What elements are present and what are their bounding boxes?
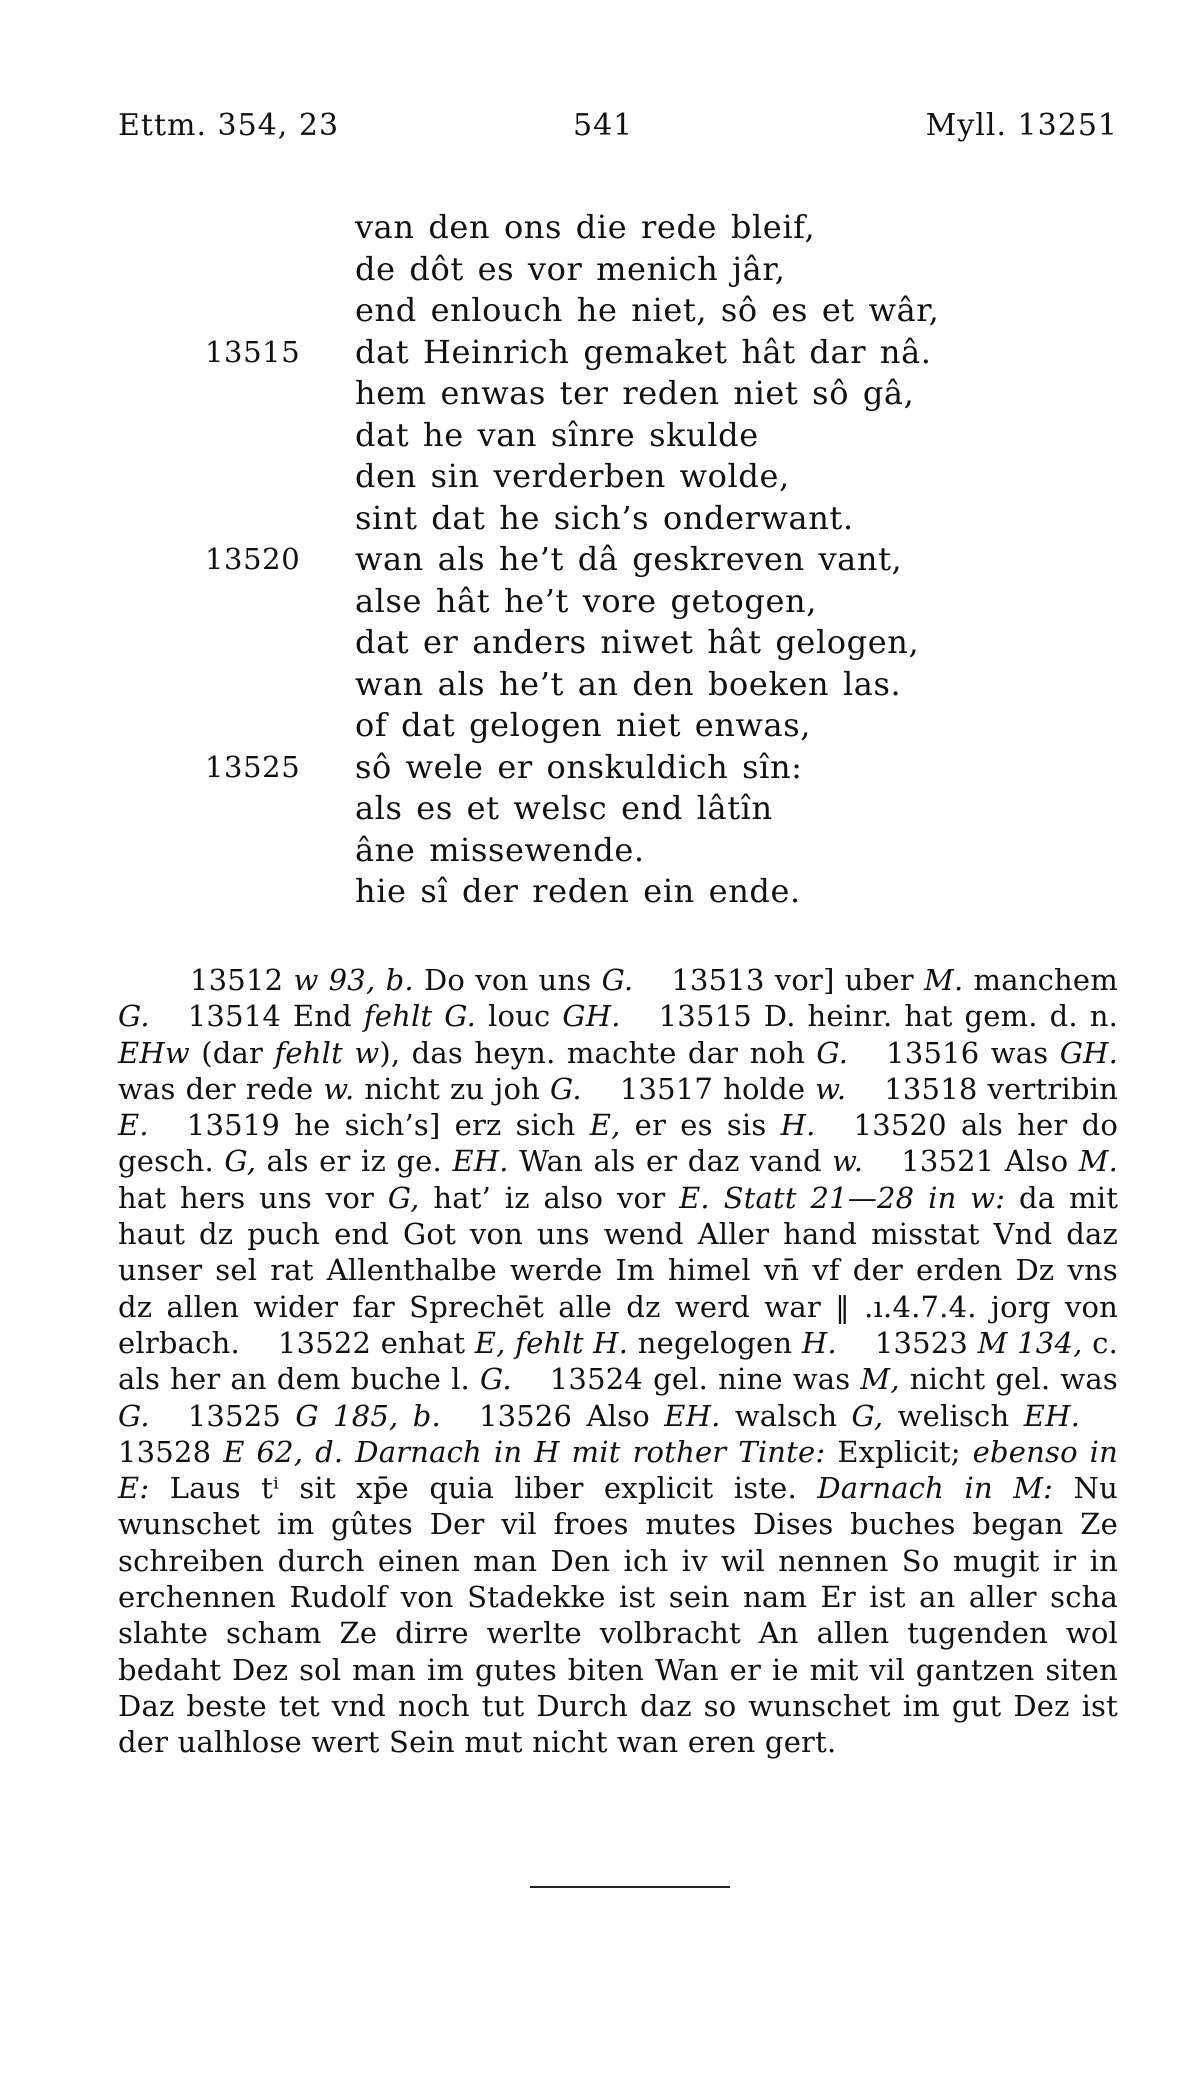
note-text: Do von uns [423,963,592,997]
verse-text: wan als he’t an den boeken las. [355,664,902,703]
note-text: 13513 vor] uber [671,963,914,997]
manuscript-siglum: G, [224,1144,257,1179]
note-text: als er iz ge. [266,1144,442,1179]
verse-line [0,830,1200,872]
manuscript-siglum: G, [851,1398,884,1433]
manuscript-siglum: M, [860,1362,900,1397]
note-text: 13528 [118,1434,212,1469]
verse-text: dat he van sînre skulde [355,415,759,454]
note-text: was der rede [118,1071,314,1106]
note-line-ref: 13512 [190,963,284,997]
manuscript-siglum: G. [550,1071,582,1106]
verse-line [0,415,1200,457]
verse-text: of dat gelogen niet enwas, [355,706,812,744]
manuscript-siglum: GH. [1059,1035,1119,1070]
note-text: 13522 enhat [277,1325,466,1360]
note-text: negelogen [637,1325,793,1360]
verse-line [0,581,1200,623]
note-text: (dar [201,1035,264,1070]
verse-text: âne missewende. [355,830,645,869]
verse-text: de dôt es vor menich jâr, [355,249,786,288]
note-text: manchem [973,963,1118,997]
verse-text: alse hât he’t vore getogen, [355,581,818,620]
note-text: nicht gel. was [909,1362,1119,1397]
verse-text: dat er anders niwet hât gelogen, [355,623,920,661]
verse-text: den sin verderben wolde, [355,457,790,495]
verse-line [0,539,1200,581]
manuscript-siglum: G. [816,1035,849,1070]
verse-line [0,498,1200,540]
editorial-remark: Darnach in M: [817,1471,1054,1506]
editorial-remark: fehlt H. [515,1325,629,1360]
manuscript-siglum: M. [1078,1144,1119,1179]
verse-text: hie sî der reden ein ende. [355,872,801,910]
note-text: 13524 gel. nine was [549,1362,851,1397]
line-number: 13515 [205,334,301,369]
manuscript-siglum: H. [801,1325,837,1360]
manuscript-siglum: w. [832,1144,864,1179]
manuscript-siglum: GH. [562,999,621,1034]
verse-line [0,622,1200,664]
verse-text: als es et welsc end lâtîn [355,789,773,827]
note-text: hat’ iz also vor [433,1180,666,1215]
manuscript-siglum: EH. [452,1144,509,1179]
editorial-remark: ebenso in E: [118,1434,1119,1506]
note-text: 13519 he sich’s] erz sich [186,1108,576,1143]
manuscript-siglum: G. [480,1362,512,1397]
note-text: 13526 Also [478,1398,650,1433]
note-text: 13518 vertribin [884,1071,1119,1106]
critical-apparatus [118,962,1118,1761]
manuscript-siglum: w 93, b. [293,963,414,997]
manuscript-siglum: EH. [664,1398,721,1433]
verse-text: end enlouch he niet, sô es et wâr, [355,291,940,329]
note-text: 13517 holde [619,1071,806,1106]
verse-line [0,871,1200,913]
verse-text: hem enwas ter reden niet sô gâ, [355,374,915,412]
page-number: 541 [573,108,634,143]
manuscript-siglum: EH. [1023,1398,1080,1433]
manuscript-siglum: E. [679,1180,710,1215]
manuscript-transcription: Nu wunschet im gûtes Der vil froes mutes Dises buches began Ze schreiben durch einen man Den ich iv wil nennen So mugit ir in erchennen Rudolf von Stadekke ist sein nam Er ist an aller scha slahte scham Ze dirre werlte volbracht An allen tugenden wol bedaht Dez sol man im gutes biten Wan er ie mit vil gantzen siten Daz beste tet vnd noch tut Durch daz so wunschet im gut Dez ist der ualhlose wert Sein mut nicht wan eren gert. [118,1471,1118,1760]
manuscript-siglum: M. [924,963,964,997]
manuscript-siglum: E. [118,1108,149,1143]
verse-line [0,373,1200,415]
verse-line [0,705,1200,747]
verse-line [0,456,1200,498]
note-text: 13521 Also [901,1144,1069,1179]
verse-text: van den ons die rede bleif, [355,208,816,246]
note-text: welisch [897,1398,1010,1433]
manuscript-siglum: EHw [118,1035,190,1070]
manuscript-transcription: da mit haut dz puch end Got von uns wend Aller hand misstat Vnd daz unser sel rat Allenthalbe werde Im himel vn̄ vf der erden Dz vns dz allen wider far Sprechēt alle dz werd war ‖ .ı.4.7.4. jorg von elrbach. [118,1180,1119,1360]
manuscript-siglum: G. [601,963,634,997]
note-text: 13523 [874,1325,969,1360]
manuscript-siglum: G. [118,1398,150,1433]
manuscript-siglum: w. [323,1071,355,1106]
note-text: c. als her an dem buche l. [118,1325,1118,1397]
manuscript-siglum: w. [815,1071,847,1106]
verse-line [0,332,1200,374]
editorial-remark: Statt 21—28 in w: [723,1180,1006,1215]
verse-text: dat Heinrich gemaket hât dar nâ. [355,332,932,371]
verse-line [0,664,1200,706]
note-text: 13514 End [187,999,352,1034]
manuscript-siglum: H. [780,1108,816,1143]
header-reference-left: Ettm. 354, 23 [118,108,340,143]
note-text: hat hers uns vor [118,1180,375,1215]
note-text: nicht zu joh [364,1071,541,1106]
end-rule-divider [530,1886,730,1888]
manuscript-siglum: M 134, [977,1325,1083,1360]
manuscript-transcription: Laus tⁱ sit xp̄e quia liber explicit iste. [169,1471,797,1506]
verse-text: sint dat he sich’s onderwant. [355,498,854,537]
manuscript-siglum: E, [474,1325,506,1360]
note-text: ), das heyn. machte dar noh [379,1035,806,1070]
header-reference-right: Myll. 13251 [925,108,1118,143]
note-text: louc [487,999,551,1034]
verse-line [0,249,1200,291]
editorial-remark: fehlt G. [363,999,477,1034]
note-text: 13516 was [886,1035,1049,1070]
note-text: walsch [734,1398,838,1433]
apparatus-paragraph [118,962,1118,1761]
verse-line [0,747,1200,789]
manuscript-siglum: G, [387,1180,420,1215]
poem-text [0,207,1200,913]
manuscript-siglum: E, [589,1108,621,1143]
line-number: 13525 [205,749,301,784]
note-text: Wan als er daz vand [519,1144,822,1179]
manuscript-siglum: G 185, b. [295,1398,441,1433]
note-text: 13520 als her do gesch. [118,1108,1119,1179]
verse-line [0,207,1200,249]
manuscript-siglum: G. [118,999,150,1034]
verse-text: sô wele er onskuldich sîn: [355,747,803,786]
editorial-remark: E 62, d. Darnach in H mit rother Tinte: [223,1434,826,1469]
verse-text: wan als he’t dâ geskreven vant, [355,540,903,578]
note-text: Explicit; [837,1434,961,1469]
verse-line [0,788,1200,830]
running-head [118,108,1118,152]
editorial-remark: fehlt w [274,1035,380,1070]
line-number: 13520 [205,542,301,576]
verse-line [0,290,1200,332]
note-text: 13525 [187,1398,282,1433]
note-text: 13515 D. heinr. hat gem. d. n. [658,999,1119,1034]
note-text: er es sis [634,1108,767,1143]
